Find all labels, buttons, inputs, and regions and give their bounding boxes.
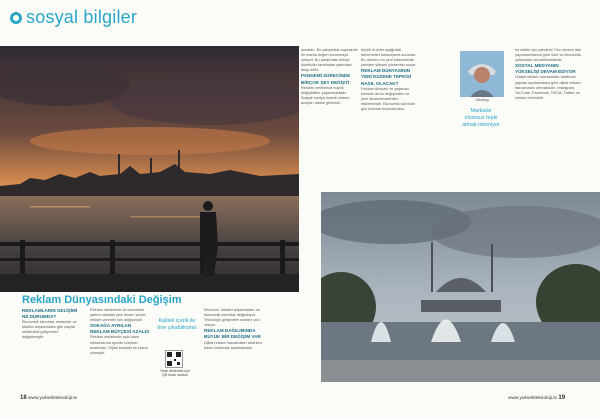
author-portrait xyxy=(460,51,504,97)
portrait-caption: Okudug xyxy=(475,98,489,102)
footer-right: www.yuksekteknoloji.tv 19 xyxy=(508,395,566,401)
pull-quote-right: Markalar olumsuz tepki almak istemiyor xyxy=(462,108,500,129)
bottom-column-2: Reklam verilerinde ve ekonomik yatırım alanları yeni düzen içinde reklam verenler için değişmiştir. SOKAĞA AYRILAN REKLAM BÜTÇESİ AZALDI Reklam verilerinde açık hava reklamlarına ayrılan bütçeler azalmıştır. Dijital kanallar ön plana çıkmıştır. xyxy=(90,308,150,355)
text-column-3: ler etkiler için pandemi Tüm sürece dair yayınlanmasına göre özel ve ekonomik çalışmalar sürdürülmektedir. SOSYAL MEDYANIN YÜKSELİŞİ DEVAM EDİYOR Global reklam harcamaları tarafında yapılan açıklamalara göre dijital reklam harcamaları artmaktadır. Instagram, YouTube, Facebook, TikTok, Twitter ve reklam önemlidir. xyxy=(515,48,582,100)
bottom-column-3: Ekonomi, tüketici alışkanlıkları ve ekonomik sıkıntılar değiştiriyor. Teknolojik gelişmeler sektöre yön veriyor. REKLAM DAĞILIMINDA BÜYÜK BİR DEĞİŞİM VAR Dijital reklam harcamaları artarken basılı reklamlar azalmaktadır. xyxy=(204,308,262,350)
text-column-1: lamaları. Bu çalışmalar sayesinde bir marka değeri korunmaya çalışılır. Bu çalışmalar bilinçli tüketiciler tarafından yakından takip edilir. PANDEMİ SÜRECİNDE BİRÇOK ŞEY DEĞİŞTİ Reklam verilerinde büyük değişiklikler yaşanmaktadır. Sosyal medya önemli reklam araçları hâline gelmiştir. xyxy=(301,48,358,105)
footer-left: 18 www.yuksekteknoloji.tv xyxy=(20,395,78,401)
section-title: sosyal bilgiler xyxy=(26,7,138,27)
hero-photo-istanbul xyxy=(0,46,299,292)
article-heading: Reklam Dünyasındaki Değişim xyxy=(22,294,182,306)
qr-label: Sesli dinlemek için QR kodu okutun xyxy=(160,369,190,378)
brand-icon xyxy=(10,12,22,24)
pull-quote-left: Kaliteli içerik ile öne çıkabilirsiniz xyxy=(157,318,197,332)
hero-photo-mosque xyxy=(321,192,600,382)
bottom-column-1: REKLAMLARIN GELİŞİMİ NE DURUMDA? Ekonomik sıkıntılar, reklamlar ve tüketici alışkanlıkları gibi olaylar sektördeki gelişmeleri değiştirmiştir. xyxy=(22,308,78,340)
text-column-2: büyük ürünler aşağıdaki denemeleri kamuoyuna sunarlar. Bu durumu bu yeni ödemelerde yeniden yüksek yöntemler sunar. REKLAM DÜNYASININ YENİ DÜZENE TEPKİSİ NASIL OLACAK? Reklam dünyası ve yaşanan konular da bu değişimden ve yeni düzenlemelerden etkilenmiştir. Ekonomik sıkıntılar göz önünde bulunduruldu. xyxy=(361,48,417,112)
qr-code[interactable] xyxy=(165,350,183,368)
